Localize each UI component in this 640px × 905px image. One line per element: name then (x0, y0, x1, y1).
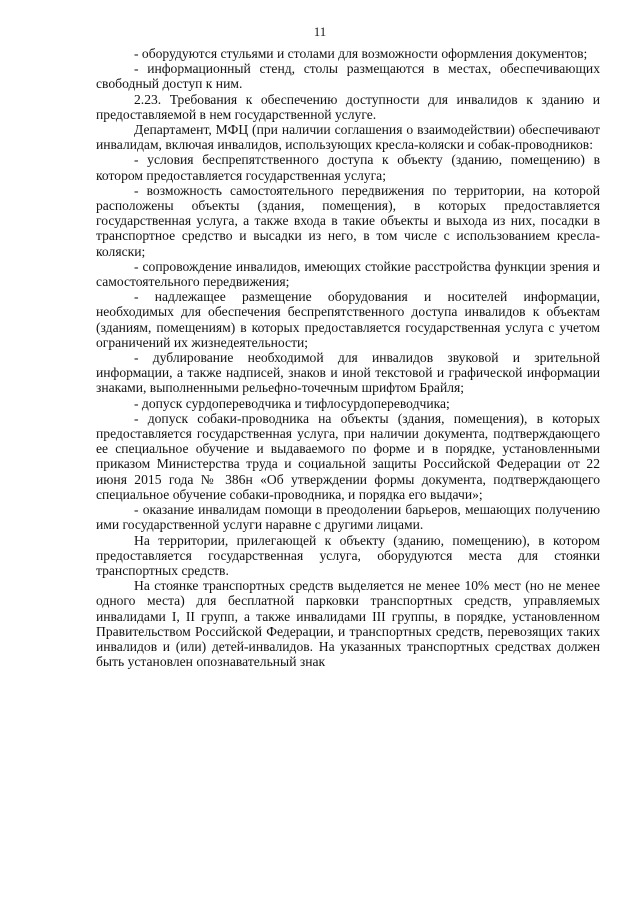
paragraph-guide-dog: - допуск собаки-проводника на объекты (здания, помещения), в которых предоставляется государственная услуга, при наличии документа, подтверждающего ее специальное обучение и выдаваемого по форме и в порядке, установленными приказом Министерства труда и социальной защиты Российской Федерации от 22 июня 2015 года № 386н «Об утверждении формы документа, подтверждающего специальное обучение собаки-проводника, и порядка его выдачи»; (96, 410, 600, 502)
page-number: 11 (313, 24, 327, 39)
paragraph-access-conditions: - условия беспрепятственного доступа к объекту (зданию, помещению) в котором предоставляется государственная услуга; (96, 152, 600, 183)
paragraph-info-stand: - информационный стенд, столы размещаются в местах, обеспечивающих свободный доступ к ним. (96, 61, 600, 92)
document-body (96, 46, 600, 669)
paragraph-escort: - сопровождение инвалидов, имеющих стойкие расстройства функции зрения и самостоятельного передвижения; (96, 258, 600, 290)
paragraph-duplication: - дублирование необходимой для инвалидов звуковой и зрительной информации, а также надписей, знаков и иной текстовой и графической информации знаками, выполненными рельефно-точечным шрифтом Брайля; (96, 350, 600, 396)
paragraph-equipment: - надлежащее размещение оборудования и носителей информации, необходимых для обеспечения беспрепятственного доступа инвалидов к объектам (зданиям, помещениям) в которых предоставляется государственная услуга с учетом ограничений их жизнедеятельности; (96, 289, 600, 350)
paragraph-furniture: - оборудуются стульями и столами для возможности оформления документов; (134, 46, 588, 61)
paragraph-interpreter: - допуск сурдопереводчика и тифлосурдопереводчика; (134, 395, 450, 411)
paragraph-section-2-23: 2.23. Требования к обеспечению доступности для инвалидов к зданию и предоставляемой в нем государственной услуге. (96, 91, 600, 122)
paragraph-parking-territory: На территории, прилегающей к объекту (зданию, помещению), в котором предоставляется государственная услуга, оборудуются места для стоянки транспортных средств. (96, 532, 600, 578)
paragraph-assistance: - оказание инвалидам помощи в преодолении барьеров, мешающих получению ими государственной услуги наравне с другими лицами. (96, 502, 600, 533)
paragraph-movement: - возможность самостоятельного передвижения по территории, на которой расположены объекты (здания, помещения), в которых предоставляется государственная услуга, а также входа в такие объекты и выхода из них, посадки в транспортное средство и высадки из него, в том числе с использованием кресла-коляски; (96, 182, 600, 259)
paragraph-department-mfc: Департамент, МФЦ (при наличии соглашения о взаимодействии) обеспечивают инвалидам, включая инвалидов, использующих кресла-коляски и собак-проводников: (96, 122, 600, 153)
paragraph-parking-quota: На стоянке транспортных средств выделяется не менее 10% мест (но не менее одного места) для бесплатной парковки транспортных средств, управляемых инвалидами I, II групп, а также инвалидами III группы, в порядке, установленном Правительством Российской Федерации, и транспортных средств, перевозящих таких инвалидов и (или) детей-инвалидов. На указанных транспортных средствах должен быть установлен опознавательный знак (96, 578, 600, 670)
